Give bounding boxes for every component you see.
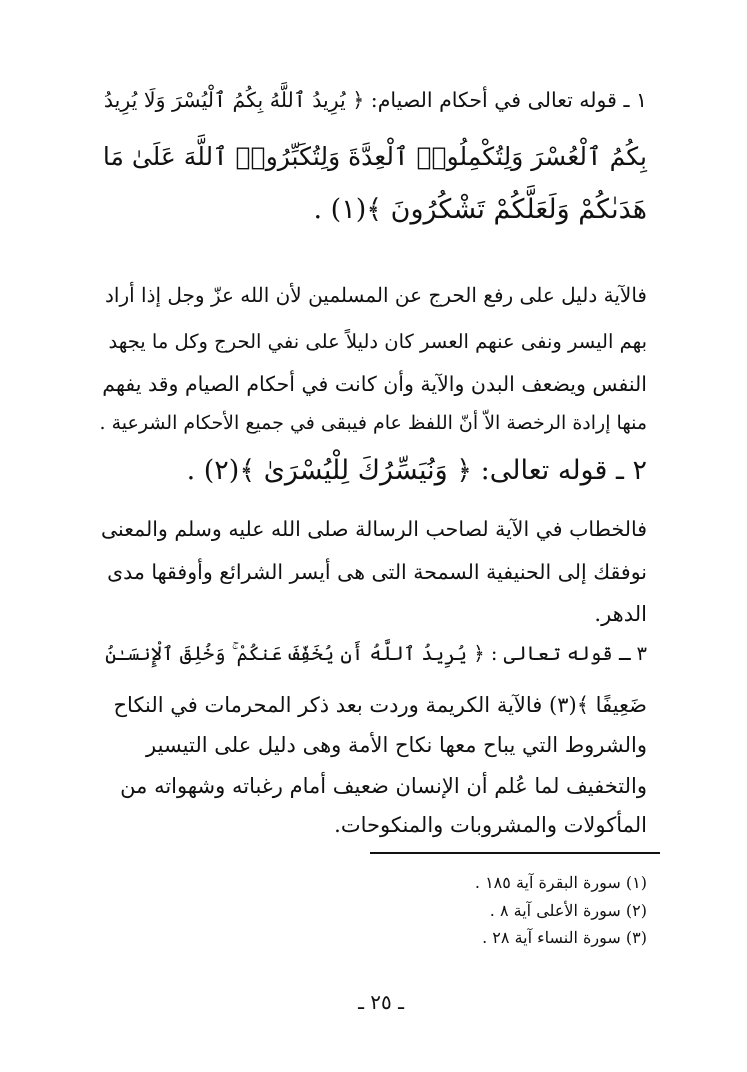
verse-1-line-3: هَدَىٰكُمْ وَلَعَلَّكُمْ تَشْكُرُونَ ﴾(١) . [313,194,647,225]
para-3-line-1: ضَعِيفًا ﴾(٣) فالآية الكريمة وردت بعد ذكر المحرمات في النكاح [113,693,647,717]
verse-1-line-1: ١ ـ قوله تعالى في أحكام الصيام: ﴿ يُرِيدُ ٱللَّهُ بِكُمُ ٱلْيُسْرَ وَلَا يُرِيدُ [103,88,647,112]
para-2-line-3: الدهر. [594,602,647,626]
para-1-line-3: النفس ويضعف البدن والآية وأن كانت في أحكام الصيام وقد يفهم [102,372,647,396]
verse-2-line-1: ٢ ـ قوله تعالى: ﴿ وَنُيَسِّرُكَ لِلْيُسْرَىٰ ﴾(٢) . [186,455,647,486]
footnote-3: (٣) سورة النساء آية ٢٨ . [482,928,647,947]
footnote-1: (١) سورة البقرة آية ١٨٥ . [474,873,647,892]
footnote-2: (٢) سورة الأعلى آية ٨ . [489,901,647,920]
para-2-line-1: فالخطاب في الآية لصاحب الرسالة صلى الله عليه وسلم والمعنى [100,517,647,541]
para-1-line-1: فالآية دليل على رفع الحرج عن المسلمين لأن الله عزّ وجل إذا أراد [105,283,647,307]
verse-1-line-2: بِكُمُ ٱلْعُسْرَ وَلِتُكْمِلُوا۟ ٱلْعِدَّةَ وَلِتُكَبِّرُوا۟ ٱللَّهَ عَلَىٰ مَا [102,142,647,171]
para-1-line-4: منها إرادة الرخصة الاّ أنّ اللفظ عام فيبقى في جميع الأحكام الشرعية . [99,412,647,434]
para-3-line-4: المأكولات والمشروبات والمنكوحات. [334,813,647,837]
para-3-line-3: والتخفيف لما عُلم أن الإنسان ضعيف أمام رغباته وشهواته من [120,774,647,798]
para-3-line-2: والشروط التي يباح معها نكاح الأمة وهى دليل على التيسير [146,733,647,757]
footnote-separator [370,852,660,854]
para-2-line-2: نوفقك إلى الحنيفية السمحة التى هى أيسر الشرائع وأوفقها مدى [107,560,647,584]
para-1-line-2: بهم اليسر ونفى عنهم العسر كان دليلاً على نفي الحرج وكل ما يجهد [108,330,647,353]
page-number: ـ ٢٥ ـ [358,990,404,1014]
verse-3-line-1: ٣ ـ قوله تعالى : ﴿ يُرِيدُ ٱللَّهُ أَن يُخَفِّفَ عَنكُمْ ۚ وَخُلِقَ ٱلْإِنسَـٰنُ [105,642,647,665]
